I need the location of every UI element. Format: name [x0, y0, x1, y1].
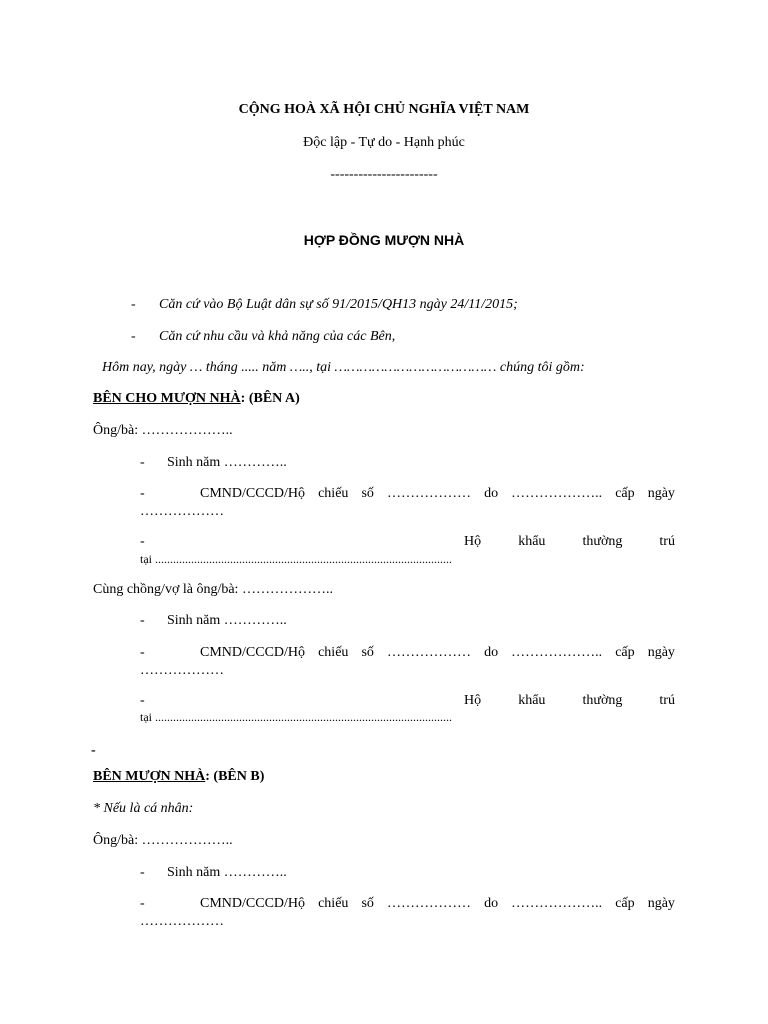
id-word: do — [484, 896, 499, 911]
id-word: CMND/CCCD/Hộ — [200, 896, 306, 911]
party-a-spouse-id-line2: ……………… — [140, 663, 224, 678]
party-b-id-line2: ……………… — [140, 914, 224, 929]
residence-word: trú — [659, 693, 675, 708]
id-word: ngày — [647, 486, 675, 501]
id-word: cấp — [615, 645, 635, 660]
id-word: chiếu — [318, 486, 349, 501]
id-word: số — [361, 645, 374, 660]
id-word: số — [361, 896, 374, 911]
party-a-spouse: Cùng chồng/vợ là ông/bà: ……………….. — [93, 582, 333, 597]
id-word: do — [484, 486, 499, 501]
party-b-person: Ông/bà: ……………….. — [93, 833, 233, 848]
id-word: ngày — [647, 645, 675, 660]
party-b-birth: Sinh năm ………….. — [167, 865, 287, 880]
basis-needs: Căn cứ nhu cầu và khả năng của các Bên, — [159, 329, 396, 344]
id-word: CMND/CCCD/Hộ — [200, 486, 306, 501]
id-word: ngày — [647, 896, 675, 911]
party-a-heading-label: BÊN CHO MƯỢN NHÀ — [93, 391, 241, 406]
basis-dash: - — [131, 297, 136, 312]
id-word: ……………….. — [511, 896, 603, 911]
id-word: ……………….. — [511, 645, 603, 660]
party-a-heading — [93, 390, 300, 408]
party-a-spouse-birth: Sinh năm ………….. — [167, 613, 287, 628]
residence-word: trú — [659, 534, 675, 549]
party-a-id-line — [200, 485, 675, 503]
party-a-residence-line2: tại ................................................................................................... — [140, 552, 452, 566]
residence-word: khẩu — [518, 693, 546, 708]
party-b-heading-suffix: : (BÊN B) — [205, 769, 265, 784]
party-a-person: Ông/bà: ……………….. — [93, 423, 233, 438]
party-a-spouse-residence-line2: tại ................................................................................................... — [140, 710, 452, 724]
item-dash: - — [140, 455, 145, 470]
id-word: chiếu — [318, 896, 349, 911]
party-a-spouse-residence-line — [464, 692, 675, 710]
id-word: ……………… — [387, 896, 471, 911]
party-b-id-line — [200, 895, 675, 913]
id-word: CMND/CCCD/Hộ — [200, 645, 306, 660]
party-b-heading-label: BÊN MƯỢN NHÀ — [93, 769, 206, 784]
id-word: ……………….. — [511, 486, 603, 501]
intro-line: Hôm nay, ngày … tháng ..... năm ….., tại ………………………………… chúng tôi gồm: — [102, 360, 585, 375]
party-a-heading-suffix: : (BÊN A) — [240, 391, 300, 406]
residence-word: khẩu — [518, 534, 546, 549]
residence-word: thường — [582, 534, 623, 549]
document-title: HỢP ĐỒNG MƯỢN NHÀ — [303, 232, 465, 248]
party-b-individual-note: * Nếu là cá nhân: — [93, 801, 194, 816]
party-a-residence-line — [464, 533, 675, 551]
item-dash: - — [140, 693, 145, 708]
party-b-heading — [93, 768, 264, 786]
id-word: số — [361, 486, 374, 501]
party-a-id-line2: ……………… — [140, 504, 224, 519]
party-a-spouse-id-line — [200, 644, 675, 662]
item-dash: - — [140, 645, 145, 660]
id-word: do — [484, 645, 499, 660]
id-word: ……………… — [387, 645, 471, 660]
residence-word: Hộ — [464, 693, 482, 708]
header-divider: ----------------------- — [330, 167, 438, 182]
country-name: CỘNG HOÀ XÃ HỘI CHỦ NGHĨA VIỆT NAM — [238, 102, 530, 117]
basis-law: Căn cứ vào Bộ Luật dân sự số 91/2015/QH13 ngày 24/11/2015; — [159, 297, 518, 312]
item-dash: - — [140, 613, 145, 628]
item-dash: - — [140, 486, 145, 501]
id-word: cấp — [615, 896, 635, 911]
national-motto: Độc lập - Tự do - Hạnh phúc — [303, 135, 465, 150]
separator-dash: - — [91, 743, 96, 758]
id-word: cấp — [615, 486, 635, 501]
basis-dash: - — [131, 329, 136, 344]
id-word: chiếu — [318, 645, 349, 660]
residence-word: Hộ — [464, 534, 482, 549]
item-dash: - — [140, 534, 145, 549]
residence-word: thường — [582, 693, 623, 708]
item-dash: - — [140, 865, 145, 880]
item-dash: - — [140, 896, 145, 911]
party-a-birth: Sinh năm ………….. — [167, 455, 287, 470]
id-word: ……………… — [387, 486, 471, 501]
